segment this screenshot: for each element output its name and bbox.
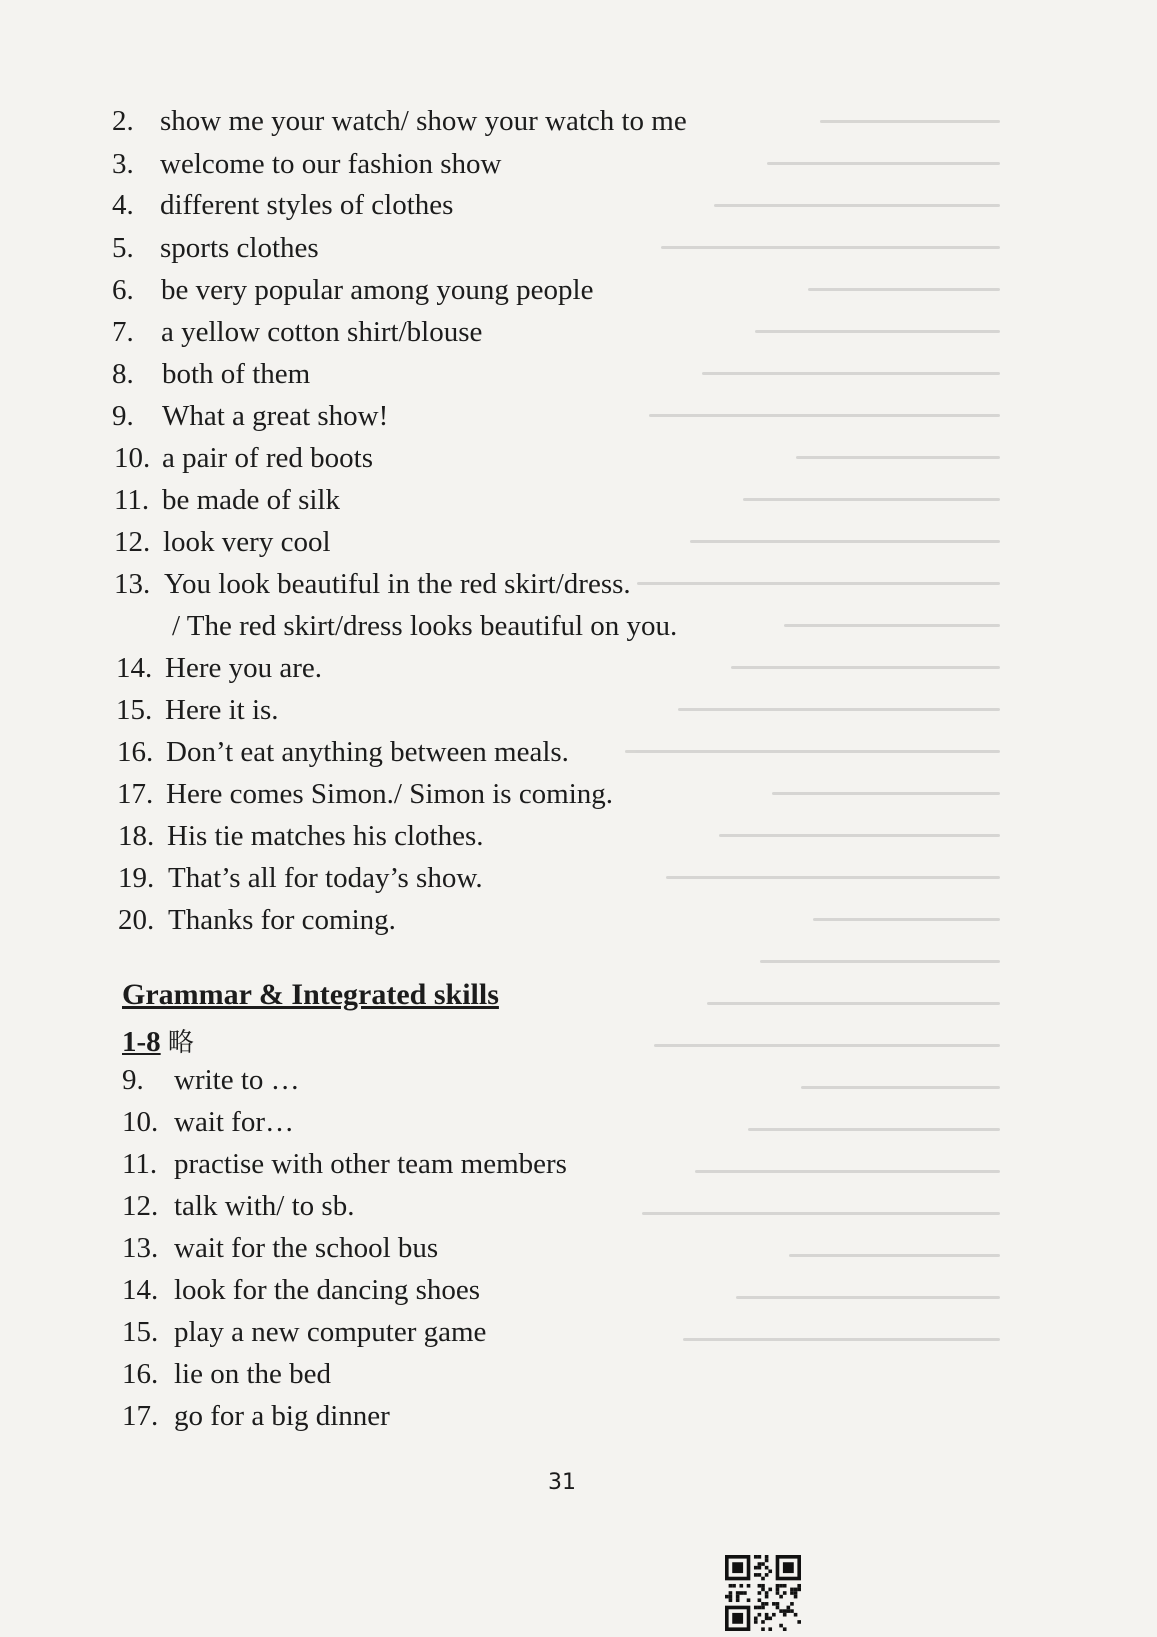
qr-module	[747, 1598, 751, 1602]
bleed-line	[695, 1170, 1000, 1173]
qr-module	[776, 1584, 780, 1588]
qr-module	[761, 1562, 765, 1566]
qr-module	[783, 1609, 787, 1613]
qr-module	[765, 1591, 769, 1595]
item-text: / The red skirt/dress looks beautiful on you.	[172, 610, 678, 642]
bleed-line	[760, 960, 1000, 963]
qr-module	[754, 1620, 758, 1624]
qr-module	[736, 1591, 740, 1595]
bleed-line	[789, 1254, 1000, 1257]
qr-module	[768, 1617, 772, 1621]
item-number: 8.	[112, 358, 134, 390]
bleed-line	[743, 498, 1000, 501]
item-number: 17.	[117, 778, 154, 810]
item-text: different styles of clothes	[160, 189, 454, 221]
item-number: 6.	[112, 274, 134, 306]
item-number: 13.	[122, 1232, 159, 1264]
item-text: wait for the school bus	[174, 1232, 439, 1264]
qr-module	[754, 1617, 758, 1621]
item-number: 11.	[114, 484, 150, 516]
qr-module	[783, 1584, 787, 1588]
qr-module	[761, 1577, 765, 1581]
qr-module	[761, 1584, 765, 1588]
qr-module	[732, 1584, 736, 1588]
qr-module	[765, 1602, 769, 1606]
qr-module	[768, 1569, 772, 1573]
qr-module	[765, 1555, 769, 1559]
qr-module	[758, 1562, 762, 1566]
item-number: 14.	[122, 1274, 159, 1306]
item-text: sports clothes	[160, 232, 319, 264]
qr-module	[739, 1584, 743, 1588]
item-text: Here it is.	[165, 694, 279, 726]
item-number: 7.	[112, 316, 134, 348]
page-number: 31	[548, 1470, 576, 1495]
section-subhead	[122, 1022, 194, 1059]
qr-module	[758, 1613, 762, 1617]
bleed-line	[796, 456, 1000, 459]
item-text: play a new computer game	[174, 1316, 487, 1348]
bleed-line	[625, 750, 1000, 753]
qr-module	[765, 1573, 769, 1577]
bleed-line	[666, 876, 1000, 879]
bleed-line	[690, 540, 1000, 543]
item-number: 15.	[122, 1316, 159, 1348]
qr-module	[729, 1598, 733, 1602]
bleed-line	[649, 414, 1000, 417]
qr-module	[765, 1566, 769, 1570]
qr-module	[797, 1584, 801, 1588]
item-number: 9.	[122, 1064, 144, 1096]
item-text: go for a big dinner	[174, 1400, 390, 1432]
item-text: write to …	[174, 1064, 300, 1096]
qr-module	[736, 1598, 740, 1602]
item-text: Here comes Simon./ Simon is coming.	[166, 778, 614, 810]
item-number: 15.	[116, 694, 153, 726]
item-text: look very cool	[163, 526, 331, 558]
qr-module	[758, 1566, 762, 1570]
item-number: 3.	[112, 148, 134, 180]
qr-module	[761, 1606, 765, 1610]
qr-module	[758, 1591, 762, 1595]
item-number: 14.	[116, 652, 153, 684]
item-text: Don’t eat anything between meals.	[166, 736, 569, 768]
qr-module	[736, 1595, 740, 1599]
qr-module	[779, 1624, 783, 1628]
item-text: look for the dancing shoes	[174, 1274, 481, 1306]
qr-module	[794, 1595, 798, 1599]
qr-code-icon	[725, 1555, 801, 1631]
qr-module	[779, 1609, 783, 1613]
item-number: 2.	[112, 105, 134, 137]
item-number: 9.	[112, 400, 134, 432]
qr-module	[776, 1602, 780, 1606]
bleed-line	[736, 1296, 1000, 1299]
qr-module	[790, 1609, 794, 1613]
bleed-line	[748, 1128, 1000, 1131]
item-number: 12.	[114, 526, 151, 558]
qr-module	[765, 1613, 769, 1617]
qr-module	[787, 1606, 791, 1610]
item-text: Thanks for coming.	[168, 904, 396, 936]
subhead-range: 1-8	[122, 1026, 161, 1058]
bleed-line	[767, 162, 1000, 165]
qr-module	[758, 1584, 762, 1588]
item-text: His tie matches his clothes.	[167, 820, 484, 852]
item-number: 12.	[122, 1190, 159, 1222]
qr-module	[765, 1595, 769, 1599]
bleed-line	[678, 708, 1000, 711]
qr-module	[729, 1595, 733, 1599]
qr-module	[779, 1584, 783, 1588]
qr-module	[776, 1606, 780, 1610]
item-text: be made of silk	[162, 484, 340, 516]
qr-module	[732, 1613, 743, 1624]
qr-module	[761, 1588, 765, 1592]
item-text: You look beautiful in the red skirt/dress.	[164, 568, 631, 600]
bleed-line	[702, 372, 1000, 375]
qr-module	[765, 1559, 769, 1563]
qr-module	[758, 1606, 762, 1610]
bleed-line	[813, 918, 1000, 921]
qr-module	[732, 1562, 743, 1573]
bleed-line	[661, 246, 1000, 249]
qr-module	[761, 1627, 765, 1631]
item-number: 19.	[118, 862, 155, 894]
item-text: wait for…	[174, 1106, 294, 1138]
item-number: 16.	[122, 1358, 159, 1390]
qr-module	[747, 1584, 751, 1588]
qr-module	[758, 1598, 762, 1602]
item-number: 4.	[112, 189, 134, 221]
qr-module	[743, 1591, 747, 1595]
item-text: welcome to our fashion show	[160, 148, 502, 180]
bleed-line	[683, 1338, 1000, 1341]
qr-module	[768, 1627, 772, 1631]
bleed-line	[772, 792, 1000, 795]
qr-module	[772, 1602, 776, 1606]
item-text: talk with/ to sb.	[174, 1190, 355, 1222]
item-text: Here you are.	[165, 652, 322, 684]
item-text: lie on the bed	[174, 1358, 332, 1390]
qr-module	[783, 1627, 787, 1631]
qr-module	[758, 1555, 762, 1559]
qr-module	[761, 1602, 765, 1606]
qr-module	[794, 1588, 798, 1592]
qr-module	[729, 1584, 733, 1588]
bleed-line	[714, 204, 1000, 207]
item-number: 16.	[117, 736, 154, 768]
qr-module	[783, 1562, 794, 1573]
bleed-line	[755, 330, 1000, 333]
qr-module	[790, 1591, 794, 1595]
qr-module	[768, 1588, 772, 1592]
item-text: a pair of red boots	[162, 442, 373, 474]
qr-module	[794, 1591, 798, 1595]
qr-module	[776, 1591, 780, 1595]
item-number: 10.	[114, 442, 151, 474]
item-text: a yellow cotton shirt/blouse	[161, 316, 483, 348]
section-heading: Grammar & Integrated skills	[122, 978, 499, 1011]
bleed-line	[784, 624, 1000, 627]
qr-module	[794, 1613, 798, 1617]
bleed-line	[808, 288, 1000, 291]
qr-module	[787, 1609, 791, 1613]
qr-module	[783, 1591, 787, 1595]
bleed-line	[637, 582, 1000, 585]
item-text: both of them	[162, 358, 311, 390]
qr-module	[790, 1602, 794, 1606]
qr-module	[725, 1595, 729, 1599]
qr-module	[729, 1591, 733, 1595]
qr-module	[783, 1613, 787, 1617]
bleed-line	[719, 834, 1000, 837]
qr-module	[779, 1595, 783, 1599]
qr-module	[754, 1555, 758, 1559]
bleed-line	[801, 1086, 1000, 1089]
qr-module	[754, 1606, 758, 1610]
qr-module	[776, 1588, 780, 1592]
bleed-line	[707, 1002, 1000, 1005]
item-number: 13.	[114, 568, 151, 600]
bleed-line	[654, 1044, 1000, 1047]
qr-module	[772, 1613, 776, 1617]
bleed-line	[820, 120, 1000, 123]
item-text: That’s all for today’s show.	[168, 862, 483, 894]
qr-module	[754, 1573, 758, 1577]
subhead-note: 略	[167, 1028, 194, 1058]
bleed-line	[642, 1212, 1000, 1215]
item-number: 11.	[122, 1148, 158, 1180]
qr-module	[739, 1591, 743, 1595]
qr-module	[754, 1566, 758, 1570]
item-text: be very popular among young people	[161, 274, 594, 306]
bleed-through-texture	[600, 90, 1020, 1450]
qr-module	[797, 1588, 801, 1592]
item-text: show me your watch/ show your watch to me	[160, 105, 687, 137]
item-number: 10.	[122, 1106, 159, 1138]
qr-module	[761, 1620, 765, 1624]
qr-module	[758, 1573, 762, 1577]
item-text: practise with other team members	[174, 1148, 567, 1180]
item-number: 5.	[112, 232, 134, 264]
qr-module	[790, 1588, 794, 1592]
item-text: What a great show!	[162, 400, 389, 432]
item-number: 17.	[122, 1400, 159, 1432]
qr-module	[797, 1620, 801, 1624]
qr-module	[765, 1617, 769, 1621]
item-number: 18.	[118, 820, 155, 852]
bleed-line	[731, 666, 1000, 669]
item-number: 20.	[118, 904, 155, 936]
